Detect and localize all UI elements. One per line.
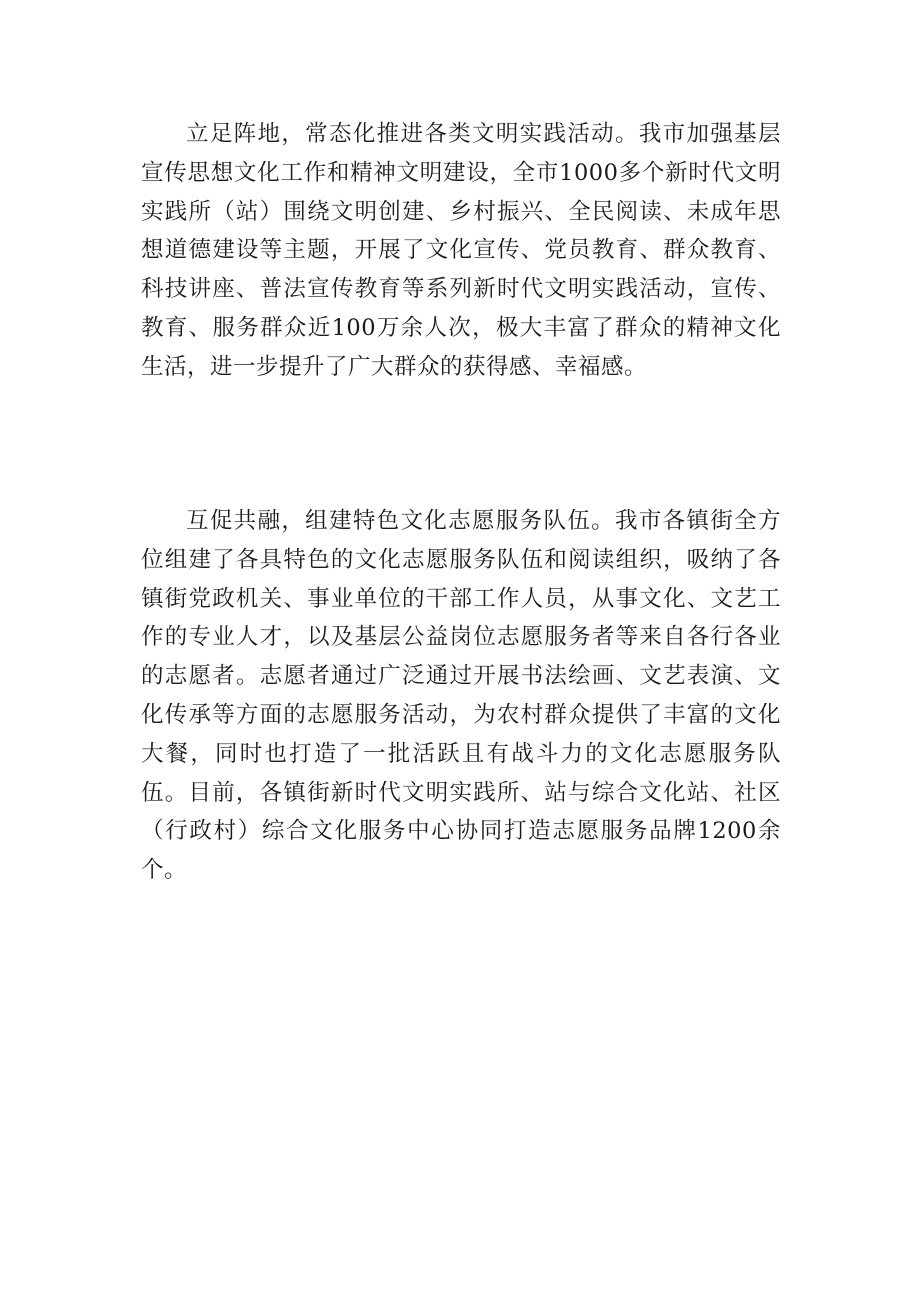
paragraph-volunteer-teams: 互促共融，组建特色文化志愿服务队伍。我市各镇街全方位组建了各具特色的文化志愿服务队伍和阅读组织，吸纳了各镇街党政机关、事业单位的干部工作人员，从事文化、文艺工作的专业人才，以及基层公益岗位志愿服务者等来自各行各业的志愿者。志愿者通过广泛通过开展书法绘画、文艺表演、文化传承等方面的志愿服务活动，为农村群众提供了丰富的文化大餐，同时也打造了一批活跃且有战斗力的文化志愿服务队伍。目前，各镇街新时代文明实践所、站与综合文化站、社区（行政村）综合文化服务中心协同打造志愿服务品牌1200余个。: [141, 508, 781, 884]
paragraph-civilization-practice: 立足阵地，常态化推进各类文明实践活动。我市加强基层宣传思想文化工作和精神文明建设，全市1000多个新时代文明实践所（站）围绕文明创建、乡村振兴、全民阅读、未成年思想道德建设等主题，开展了文化宣传、党员教育、群众教育、科技讲座、普法宣传教育等系列新时代文明实践活动，宣传、教育、服务群众近100万余人次，极大丰富了群众的精神文化生活，进一步提升了广大群众的获得感、幸福感。: [141, 121, 781, 380]
